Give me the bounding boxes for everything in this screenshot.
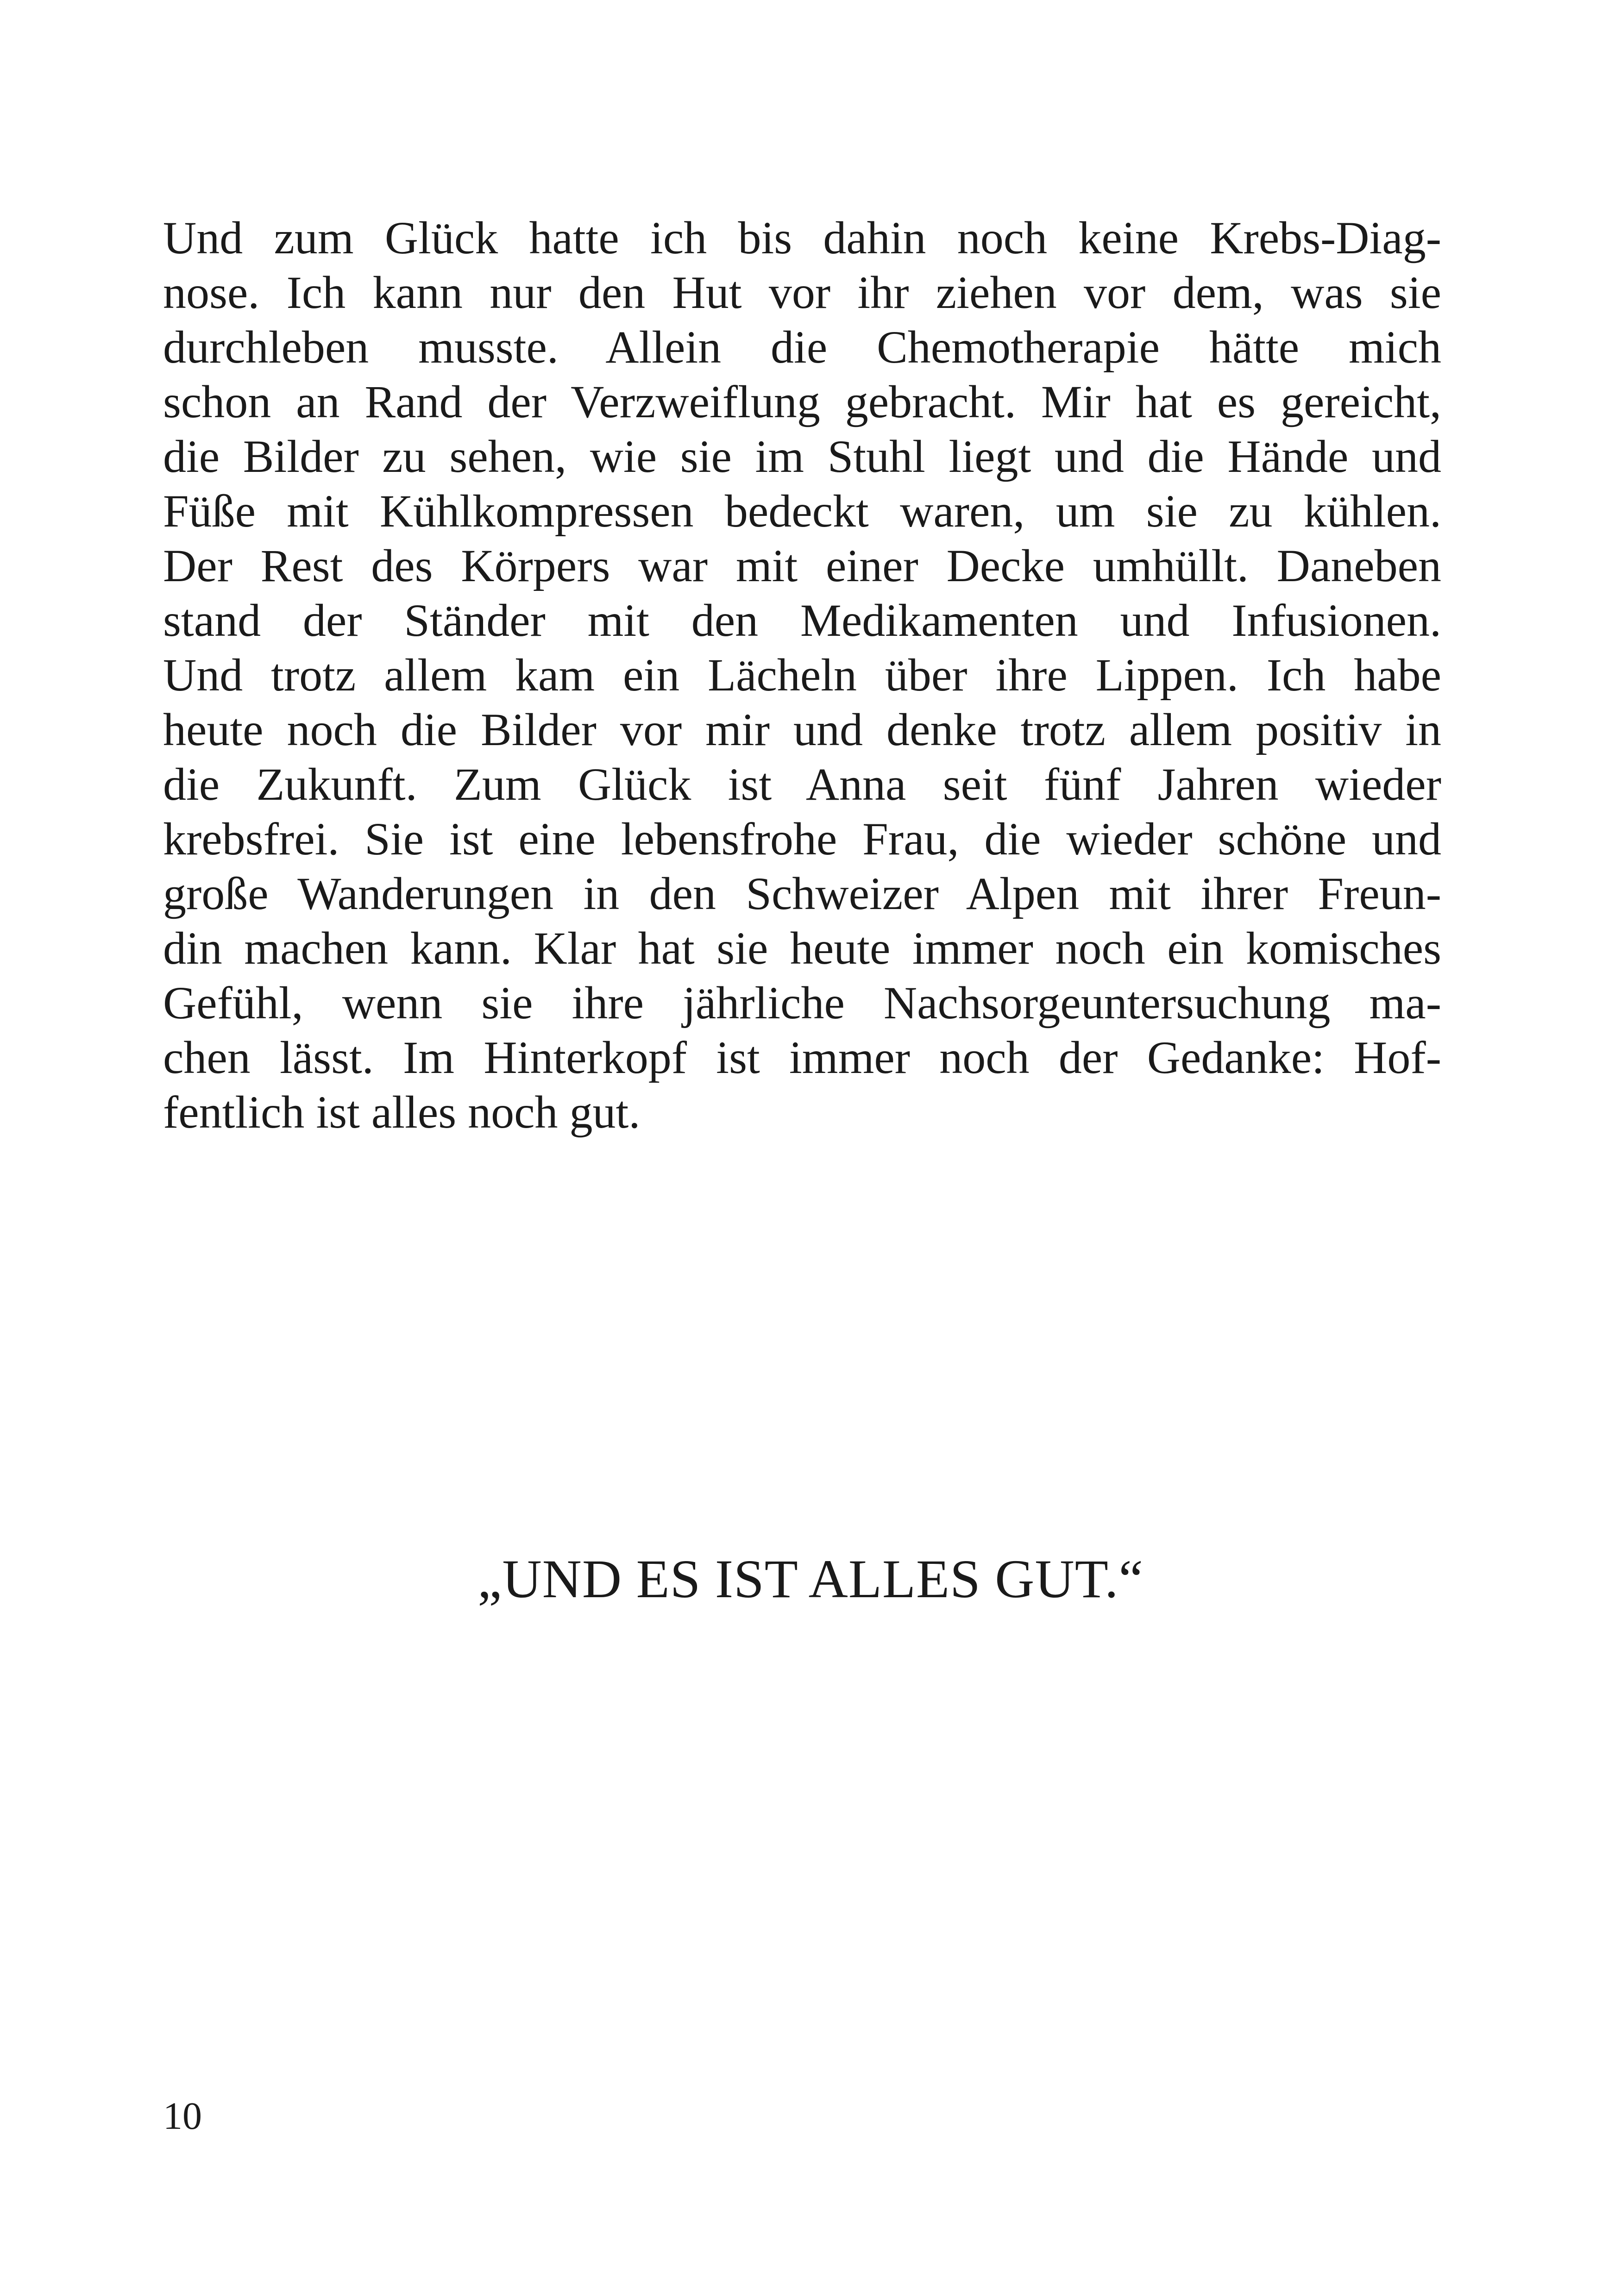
paragraph-line-2: nose. Ich kann nur den Hut vor ihr ziehen vor dem, was sie [163, 267, 1441, 318]
paragraph-line-1: Und zum Glück hatte ich bis dahin noch keine Krebs-Diag- [163, 212, 1441, 263]
pull-quote: „UND ES IST ALLES GUT.“ [478, 1549, 1143, 1609]
paragraph-line-15: Gefühl, wenn sie ihre jährliche Nachsorgeuntersuchung ma- [163, 977, 1441, 1029]
paragraph-line-14: din machen kann. Klar hat sie heute immer noch ein komisches [163, 922, 1441, 974]
paragraph-line-7: Der Rest des Körpers war mit einer Decke umhüllt. Daneben [163, 540, 1441, 591]
paragraph-line-16: chen lässt. Im Hinterkopf ist immer noch der Gedanke: Hof- [163, 1032, 1441, 1083]
page-number: 10 [163, 2095, 202, 2138]
paragraph-line-10: heute noch die Bilder vor mir und denke trotz allem positiv in [163, 704, 1441, 755]
body-paragraph [163, 211, 1441, 1140]
paragraph-line-5: die Bilder zu sehen, wie sie im Stuhl liegt und die Hände und [163, 431, 1441, 482]
paragraph-line-9: Und trotz allem kam ein Lächeln über ihre Lippen. Ich habe [163, 649, 1441, 701]
paragraph-line-11: die Zukunft. Zum Glück ist Anna seit fünf Jahren wieder [163, 759, 1441, 810]
paragraph-line-4: schon an Rand der Verzweiflung gebracht. Mir hat es gereicht, [163, 376, 1441, 427]
paragraph-line-17: fentlich ist alles noch gut. [163, 1086, 641, 1138]
paragraph-line-12: krebsfrei. Sie ist eine lebensfrohe Frau, die wieder schöne und [163, 813, 1441, 865]
paragraph-line-13: große Wanderungen in den Schweizer Alpen mit ihrer Freun- [163, 868, 1441, 919]
paragraph-line-8: stand der Ständer mit den Medikamenten und Infusionen. [163, 595, 1441, 646]
paragraph-line-3: durchleben musste. Allein die Chemotherapie hätte mich [163, 321, 1441, 373]
paragraph-line-6: Füße mit Kühlkompressen bedeckt waren, um sie zu kühlen. [163, 485, 1441, 537]
